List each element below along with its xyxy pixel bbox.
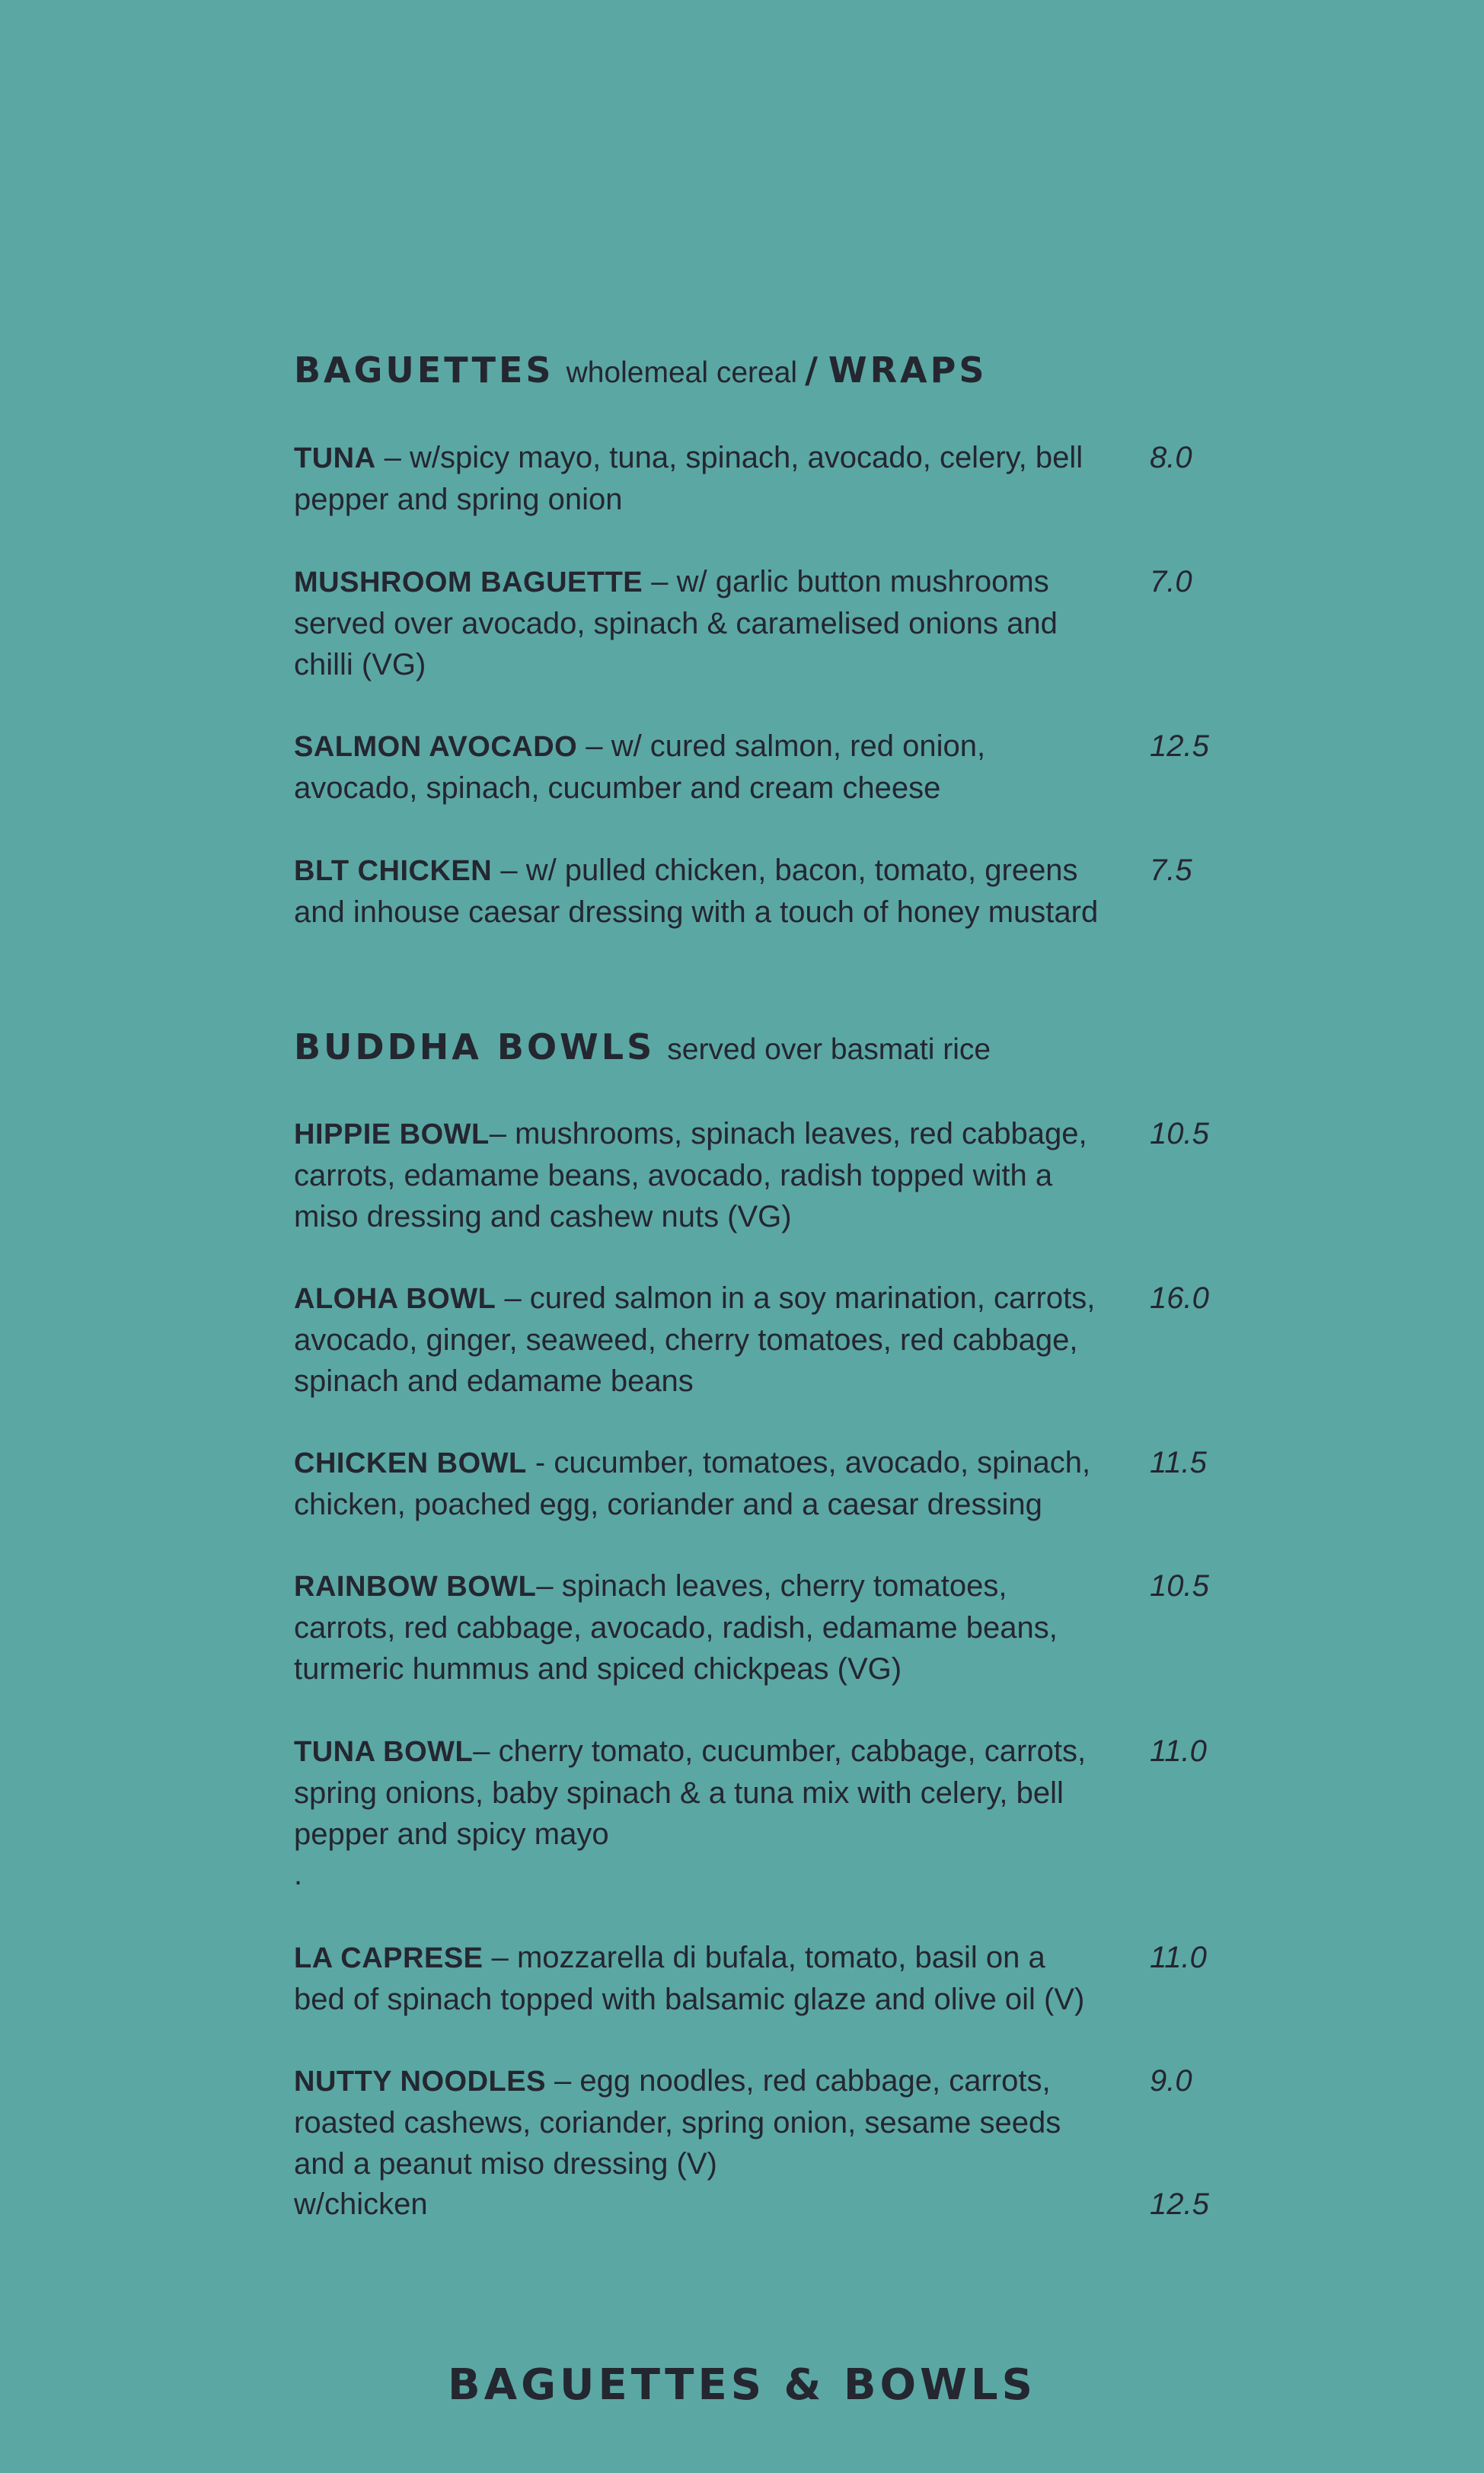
item-text: – spinach leaves, cherry tomatoes, carrots, red cabbage, avocado, radish, edamame beans, turmeric hummus and spiced chickpeas (VG) — [294, 1569, 1058, 1686]
item-price: 10.5 — [1150, 1569, 1209, 1603]
item-price: 16.0 — [1150, 1281, 1209, 1315]
item-name: BLT CHICKEN — [294, 855, 493, 887]
item-text: - cucumber, tomatoes, avocado, spinach, chicken, poached egg, coriander and a caesar dressing — [294, 1446, 1091, 1521]
item-description — [294, 850, 1101, 933]
item-price: 11.5 — [1150, 1446, 1207, 1479]
item-text: – egg noodles, red cabbage, carrots, roasted cashews, coriander, spring onion, sesame seeds and a peanut miso dressing (V) — [294, 2064, 1061, 2181]
item-text: – w/ cured salmon, red onion, avocado, spinach, cucumber and cream cheese — [294, 729, 986, 805]
item-text: – cured salmon in a soy marination, carrots, avocado, ginger, seaweed, cherry tomatoes, red cabbage, spinach and edamame beans — [294, 1281, 1096, 1398]
item-name: TUNA BOWL — [294, 1736, 474, 1768]
item-name: TUNA — [294, 442, 376, 474]
item-price: 12.5 — [1150, 729, 1209, 763]
item-description — [294, 2060, 1101, 2184]
item-description — [294, 1565, 1101, 1690]
menu-item — [294, 1937, 1276, 2020]
item-description — [294, 1731, 1101, 1855]
section-header-bowls — [294, 1026, 991, 1067]
item-name: NUTTY NOODLES — [294, 2066, 546, 2098]
item-price: 10.5 — [1150, 1117, 1209, 1150]
menu-item — [294, 437, 1276, 520]
item-name: CHICKEN BOWL — [294, 1447, 527, 1479]
item-extra-price: 12.5 — [1150, 2187, 1209, 2221]
section-subtitle: wholemeal cereal — [566, 356, 798, 389]
item-price: 9.0 — [1150, 2064, 1192, 2098]
item-trailing-mark: . — [294, 1858, 303, 1891]
item-description — [294, 726, 1101, 809]
item-price: 11.0 — [1150, 1734, 1207, 1768]
menu-item — [294, 1278, 1276, 1402]
item-description — [294, 1937, 1101, 2020]
item-price: 11.0 — [1150, 1941, 1207, 1974]
menu-page — [294, 0, 1276, 2473]
item-name: LA CAPRESE — [294, 1942, 483, 1974]
section-title: BAGUETTES — [294, 349, 554, 391]
item-description — [294, 1442, 1101, 1525]
item-text: – mushrooms, spinach leaves, red cabbage, carrots, edamame beans, avocado, radish topped with a miso dressing and cashew nuts (VG) — [294, 1117, 1087, 1233]
item-description — [294, 1278, 1101, 1402]
item-description — [294, 561, 1101, 685]
section-subtitle: served over basmati rice — [667, 1033, 991, 1066]
item-name: ALOHA BOWL — [294, 1283, 496, 1315]
menu-item — [294, 850, 1276, 933]
item-price: 7.5 — [1150, 854, 1192, 887]
menu-item — [294, 2060, 1276, 2221]
item-description — [294, 437, 1101, 520]
item-text: – w/ pulled chicken, bacon, tomato, greens and inhouse caesar dressing with a touch of honey mustard — [294, 854, 1099, 929]
section-header-baguettes — [294, 349, 988, 391]
section-title-2: WRAPS — [828, 349, 988, 391]
item-name: HIPPIE BOWL — [294, 1118, 490, 1150]
item-name: SALMON AVOCADO — [294, 731, 578, 763]
menu-item — [294, 1565, 1276, 1690]
menu-item — [294, 1113, 1276, 1237]
item-name: RAINBOW BOWL — [294, 1571, 537, 1603]
item-price: 8.0 — [1150, 441, 1192, 474]
item-text: – cherry tomato, cucumber, cabbage, carrots, spring onions, baby spinach & a tuna mix with celery, bell pepper and spicy mayo — [294, 1734, 1087, 1851]
menu-item — [294, 561, 1276, 685]
menu-item — [294, 726, 1276, 809]
menu-item — [294, 1442, 1276, 1525]
section-title: BUDDHA BOWLS — [294, 1026, 656, 1067]
item-description — [294, 1113, 1101, 1237]
item-text: – w/ garlic button mushrooms served over avocado, spinach & caramelised onions and chilli (VG) — [294, 565, 1058, 681]
menu-item — [294, 1731, 1276, 1891]
section-separator: / — [805, 349, 818, 391]
menu-footer-title: BAGUETTES & BOWLS — [448, 2360, 1036, 2410]
item-extra-option: w/chicken — [294, 2187, 428, 2221]
item-name: MUSHROOM BAGUETTE — [294, 566, 643, 598]
item-text: – w/spicy mayo, tuna, spinach, avocado, celery, bell pepper and spring onion — [294, 441, 1083, 516]
item-price: 7.0 — [1150, 565, 1192, 598]
item-text: – mozzarella di bufala, tomato, basil on a bed of spinach topped with balsamic glaze and olive oil (V) — [294, 1941, 1085, 2016]
